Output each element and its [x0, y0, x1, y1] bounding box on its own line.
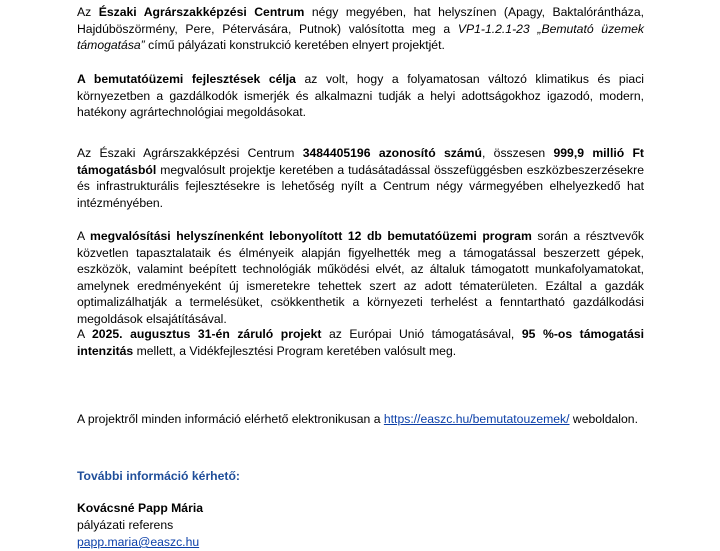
text: Az — [77, 5, 99, 19]
bold-funding-amount: 999,9 millió Ft támogatásból — [77, 146, 644, 177]
text: az Európai Unió támogatásával, — [321, 327, 522, 341]
bold-support-intensity: 95 %-os támogatási intenzitás — [77, 327, 645, 358]
document-page — [77, 0, 645, 549]
text: A projektről minden információ elérhető elektronikusan a — [77, 412, 384, 426]
text: megvalósult projektje keretében a tudásátadással összefüggésben eszközbeszerzésekre és infrastrukturális fejlesztésekre is lehetőség nyílt a Centrum négy vármegyében elhelyezkedő hat intézményében. — [77, 162, 644, 210]
paragraph-goal — [77, 71, 644, 121]
bold-project-end-date: 2025. augusztus 31-én záruló projekt — [92, 327, 322, 341]
text: című pályázati konstrukció keretében elnyert projektjét. — [144, 38, 445, 53]
text: , összesen — [481, 146, 554, 160]
text: weboldalon. — [569, 412, 638, 426]
text: A — [77, 229, 91, 243]
paragraph-closing-date — [77, 326, 644, 359]
paragraph-website — [77, 411, 644, 428]
contact-heading: További információ kérhető: — [77, 469, 240, 483]
paragraph-funding — [77, 145, 644, 211]
bold-goal-phrase: A bemutatóüzemi fejlesztések célja — [77, 72, 296, 86]
text: során a résztvevők közvetlen tapasztalataik és élményeik alapján figyelhették meg a támogatással beszerzett gépek, eszközök, valamint beépített technológiák működési elvét, az általuk támogatott munkafolyamatokat, amelynek eredményeként új ismeretekre tehettek szert az adott tématerületen. Ezáltal a gazdák optimalizálhatják a termelésüket, csökkenthetik a környezeti terhelést a fenntartható gazdálkodási megoldások elsajátításával. — [77, 229, 645, 326]
paragraph-programmes — [77, 228, 644, 328]
text: négy megyében, hat helyszínen (Apagy, Baktalórántháza, Hajdúböszörmény, Pere, Pétervására, Putnok) valósította meg a — [77, 5, 644, 36]
text: mellett, a Vidékfejlesztési Program keretében valósult meg. — [133, 343, 457, 358]
text: A — [77, 327, 93, 341]
bold-programme-count: megvalósítási helyszínenként lebonyolított 12 db bemutatóüzemi program — [90, 229, 532, 243]
paragraph-centre-intro — [77, 4, 644, 54]
italic-programme-code: VP1-1.2.1-23 „Bemutató üzemek támogatása” — [77, 21, 644, 53]
bold-centre-name: Északi Agrárszakképzési Centrum — [98, 5, 305, 19]
bold-project-id: 3484405196 azonosító számú — [302, 146, 482, 160]
project-website-link[interactable]: https://easzc.hu/bemutatouzemek/ — [383, 412, 570, 426]
text: az volt, hogy a folyamatosan változó klimatikus és piaci környezetben a gazdálkodók ismerjék és alkalmazni tudják a helyi adottságokhoz igazodó, modern, hatékony agrártechnológiai megoldásokat. — [77, 72, 644, 120]
text: Az Északi Agrárszakképzési Centrum — [77, 146, 303, 160]
contact-name: Kovácsné Papp Mária — [77, 501, 203, 515]
contact-role: pályázati referens — [77, 518, 174, 532]
contact-email-link[interactable]: papp.maria@easzc.hu — [77, 535, 200, 549]
